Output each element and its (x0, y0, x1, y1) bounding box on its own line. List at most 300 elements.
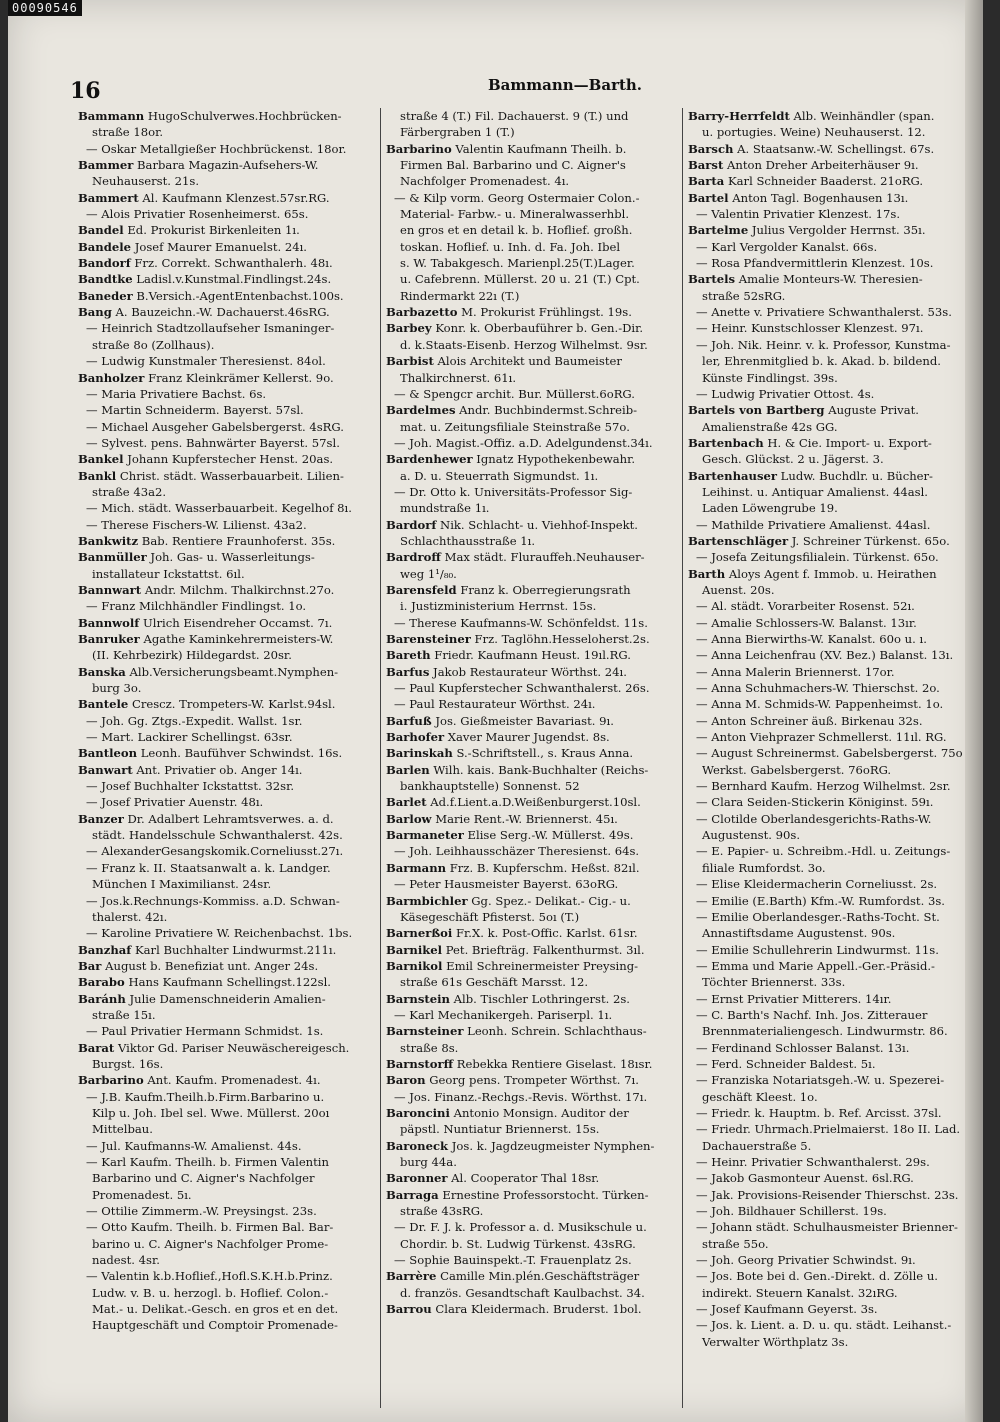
directory-line: — Jos. Finanz.-Rechgs.-Revis. Wörthst. 17ı. (394, 1089, 648, 1104)
column-middle (386, 108, 686, 1408)
directory-line: installateur Ickstattst. 6ıl. (92, 566, 245, 581)
directory-line: Barbarino und C. Aigner's Nachfolger (92, 1171, 315, 1186)
directory-line: Auenst. 20s. (702, 582, 775, 597)
directory-line (78, 942, 378, 958)
entry-surname: Baron (386, 1073, 426, 1088)
entry-details: Elise Serg.-W. Müllerst. 49s. (463, 828, 634, 843)
directory-line: straße 43a2. (92, 484, 167, 499)
entry-surname: Bankel (78, 452, 124, 467)
directory-line (386, 353, 686, 369)
entry-surname: Bartels von Bartberg (688, 403, 825, 418)
entry-details: Bab. Rentiere Fraunhoferst. 35s. (138, 533, 336, 548)
directory-line: — Franziska Notariatsgeh.-W. u. Spezerei- (696, 1073, 945, 1088)
directory-line: — Jos. Bote bei d. Gen.-Direkt. d. Zölle u. (696, 1269, 938, 1284)
directory-line: Mat.- u. Delikat.-Gesch. en gros et en det. (92, 1302, 339, 1317)
directory-line: — Anette v. Privatiere Schwanthalerst. 53s. (696, 305, 952, 320)
directory-line: — Heinr. Privatier Schwanthalerst. 29s. (696, 1155, 930, 1169)
directory-line (78, 222, 378, 238)
entry-surname: Bar (78, 958, 102, 973)
directory-line (78, 108, 378, 124)
entry-surname: Bareth (386, 648, 431, 663)
directory-line: — Jakob Gasmonteur Auenst. 6sl.RG. (696, 1171, 914, 1186)
entry-details: Karl Buchhalter Lindwurmst.211ı. (131, 942, 337, 957)
directory-line (386, 141, 686, 157)
directory-line (78, 370, 378, 386)
directory-line (688, 190, 983, 206)
entry-details: Nik. Schlacht- u. Viehhof-Inspekt. (436, 517, 638, 532)
directory-line: — Joh. Magist.-Offiz. a.D. Adelgundenst.34ı. (394, 435, 653, 450)
directory-line: Dachauerstraße 5. (702, 1138, 812, 1153)
directory-line: — Anna M. Schmids-W. Pappenheimst. 1o. (696, 697, 944, 712)
directory-line: — Karl Kaufm. Theilh. b. Firmen Valentin (86, 1155, 329, 1169)
directory-line: thalerst. 42ı. (92, 909, 168, 924)
entry-surname: Barsch (688, 141, 734, 156)
entry-surname: Bang (78, 305, 112, 320)
entry-details: Jakob Restaurateur Wörthst. 24ı. (429, 664, 627, 679)
directory-line: u. Cafebrenn. Müllerst. 20 u. 21 (T.) Cpt. (400, 272, 640, 287)
entry-surname: Bandel (78, 223, 124, 238)
entry-surname: Barrou (386, 1302, 432, 1317)
directory-line: — Jul. Kaufmanns-W. Amalienst. 44s. (86, 1138, 302, 1153)
entry-surname: Barinskah (386, 746, 453, 761)
directory-line: Promenadest. 5ı. (92, 1187, 192, 1202)
directory-line: — Josef Buchhalter Ickstattst. 32sr. (86, 779, 295, 794)
entry-details: Frz. B. Kupferschm. Heßst. 82ıl. (446, 860, 640, 875)
entry-details: Joh. Gas- u. Wasserleitungs- (146, 550, 315, 565)
entry-surname: Barlow (386, 811, 432, 826)
directory-line: — Alois Privatier Rosenheimerst. 65s. (86, 207, 309, 222)
directory-line: Nachfolger Promenadest. 4ı. (400, 174, 570, 189)
entry-details: Franz k. Oberregierungsrath (456, 582, 631, 597)
directory-line: — Anton Schreiner äuß. Birkenau 32s. (696, 713, 923, 728)
directory-line: — Valentin k.b.Hoflief.,Hofl.S.K.H.b.Prinz. (86, 1269, 333, 1284)
entry-details: Clara Kleidermach. Bruderst. 1bol. (431, 1302, 642, 1317)
entry-surname: Baronner (386, 1171, 448, 1186)
entry-details: Gg. Spez.- Delikat.- Cig.- u. (467, 893, 631, 908)
directory-line (78, 1072, 378, 1088)
entry-details: Frz. Taglöhn.Hesseloherst.2s. (470, 632, 650, 646)
entry-details: Barbara Magazin-Aufsehers-W. (133, 158, 319, 173)
entry-surname: Bankl (78, 468, 117, 483)
directory-line: — Clotilde Oberlandesgerichts-Raths-W. (696, 811, 932, 826)
directory-line: — Paul Privatier Hermann Schmidst. 1s. (86, 1024, 324, 1039)
directory-line (78, 582, 378, 598)
entry-surname: Bannwart (78, 582, 142, 597)
directory-line (386, 1170, 686, 1186)
entry-details: Ignatz Hypothekenbewahr. (472, 452, 636, 467)
directory-line: — Valentin Privatier Klenzest. 17s. (696, 207, 901, 222)
entry-details: Agathe Kaminkehrermeisters-W. (139, 632, 334, 646)
entry-details: Hans Kaufmann Schellingst.122sl. (124, 975, 331, 990)
directory-line: — Josefa Zeitungsfilialein. Türkenst. 65o. (696, 550, 939, 565)
entry-details: Andr. Milchm. Thalkirchnst.27o. (141, 582, 335, 597)
directory-line (386, 893, 686, 909)
directory-line: straße 52sRG. (702, 288, 786, 303)
entry-surname: Barnerßoi (386, 926, 453, 941)
entry-details: Ernestine Professorstocht. Türken- (438, 1187, 649, 1202)
entry-surname: Barst (688, 158, 724, 173)
directory-line (386, 942, 686, 958)
entry-surname: Bardroff (386, 550, 441, 565)
directory-line: — Josef Privatier Auenstr. 48ı. (86, 795, 264, 810)
directory-line: — Amalie Schlossers-W. Balanst. 13ır. (696, 615, 917, 630)
entry-details: Marie Rent.-W. Briennerst. 45ı. (431, 811, 618, 826)
directory-line (78, 533, 378, 549)
entry-details: Anton Tagl. Bogenhausen 13ı. (728, 190, 909, 205)
directory-line: bankhauptstelle) Sonnenst. 52 (400, 779, 580, 794)
directory-line: Färbergraben 1 (T.) (400, 125, 515, 140)
directory-line (386, 925, 686, 941)
directory-line (386, 827, 686, 843)
directory-line: Ludw. v. B. u. herzogl. b. Hoflief. Colon.- (92, 1285, 329, 1300)
directory-line (386, 517, 686, 533)
directory-line: straße 8o (Zollhaus). (92, 337, 215, 352)
entry-surname: Barta (688, 174, 725, 189)
entry-details: S.-Schriftstell., s. Kraus Anna. (452, 746, 634, 761)
entry-details: Franz Kleinkrämer Kellerst. 9o. (144, 370, 334, 385)
directory-line (78, 271, 378, 287)
entry-surname: Barmann (386, 860, 447, 875)
entry-details: Ludw. Buchdlr. u. Bücher- (776, 468, 933, 483)
directory-line (386, 549, 686, 565)
directory-line (688, 157, 983, 173)
entry-surname: Baneder (78, 288, 133, 303)
directory-line (78, 762, 378, 778)
directory-line (386, 1105, 686, 1121)
directory-line (78, 190, 378, 206)
entry-details: Crescz. Trompeters-W. Karlst.94sl. (128, 697, 336, 712)
directory-line: Material- Farbw.- u. Mineralwasserhbl. (400, 207, 630, 222)
entry-details: Ad.f.Lient.a.D.Weißenburgerst.10sl. (426, 795, 641, 810)
entry-surname: Barmaneter (386, 828, 464, 843)
entry-surname: Banholzer (78, 370, 145, 385)
directory-line (78, 664, 378, 680)
directory-line: — Mich. städt. Wasserbauarbeit. Kegelhof 8ı. (86, 501, 352, 516)
directory-line: — Elise Kleidermacherin Corneliusst. 2s. (696, 877, 938, 892)
entry-surname: Barbarino (78, 1073, 144, 1088)
directory-line: — Emma und Marie Appell.-Ger.-Präsid.- (696, 958, 935, 973)
directory-line: Käsegeschäft Pfisterst. 5oı (T.) (400, 909, 580, 924)
directory-line: — Paul Restaurateur Wörthst. 24ı. (394, 697, 596, 712)
directory-line (386, 1056, 686, 1072)
directory-line: — Anna Schuhmachers-W. Thierschst. 2o. (696, 681, 940, 696)
entry-surname: Barhofer (386, 730, 445, 745)
directory-line: — Emilie Schullehrerin Lindwurmst. 11s. (696, 942, 939, 957)
entry-details: Wilh. kais. Bank-Buchhalter (Reichs- (429, 762, 649, 777)
directory-line: — C. Barth's Nachf. Inh. Jos. Zitterauer (696, 1007, 928, 1022)
entry-details: Jos. Gießmeister Bavariast. 9ı. (431, 713, 614, 728)
directory-line: — Maria Privatiere Bachst. 6s. (86, 386, 267, 401)
directory-line: — Ottilie Zimmerm.-W. Preysingst. 23s. (86, 1204, 317, 1219)
directory-line: u. portugies. Weine) Neuhauserst. 12. (702, 125, 926, 140)
entry-details: Julie Damenschneiderin Amalien- (125, 991, 326, 1006)
entry-details: Alb. Tischler Lothringerst. 2s. (449, 991, 630, 1006)
directory-line: — Otto Kaufm. Theilh. b. Firmen Bal. Bar- (86, 1220, 334, 1235)
directory-line (386, 451, 686, 467)
entry-surname: Bandtke (78, 272, 133, 287)
directory-line (688, 108, 983, 124)
directory-line (78, 696, 378, 712)
directory-line: Gesch. Glückst. 2 u. Jägerst. 3. (702, 452, 884, 467)
directory-line: en gros et en detail k. b. Hoflief. großh. (400, 223, 633, 238)
directory-line: nadest. 4sr. (92, 1253, 160, 1268)
entry-surname: Bartel (688, 190, 729, 205)
directory-line (386, 745, 686, 761)
directory-line: — Michael Ausgeher Gabelsbergerst. 4sRG. (86, 419, 344, 434)
directory-line: — Therese Fischers-W. Lilienst. 43a2. (86, 517, 307, 532)
directory-line: — Mathilde Privatiere Amalienst. 44asl. (696, 517, 931, 532)
entry-details: Alb.Versicherungsbeamt.Nymphen- (125, 664, 339, 679)
directory-line: — Ernst Privatier Mitterers. 14ır. (696, 991, 892, 1006)
directory-line: — Anna Bierwirths-W. Kanalst. 60o u. ı. (696, 632, 927, 646)
entry-surname: Barry-Herrfeldt (688, 109, 790, 123)
entry-details: Ulrich Eisendreher Occamst. 7ı. (139, 615, 333, 630)
entry-details: H. & Cie. Import- u. Export- (763, 435, 932, 450)
entry-surname: Barmbichler (386, 893, 468, 908)
entry-surname: Bartels (688, 272, 736, 287)
directory-line (688, 435, 983, 451)
directory-line (78, 958, 378, 974)
entry-details: Alb. Weinhändler (span. (789, 109, 935, 123)
directory-line: — E. Papier- u. Schreibm.-Hdl. u. Zeitungs- (696, 844, 951, 859)
entry-details: Ladisl.v.Kunstmal.Findlingst.24s. (132, 272, 332, 287)
directory-line: — AlexanderGesangskomik.Corneliusst.27ı. (86, 844, 344, 859)
directory-line (386, 713, 686, 729)
entry-surname: Barnikel (386, 942, 443, 957)
directory-line: Firmen Bal. Barbarino und C. Aigner's (400, 158, 626, 173)
directory-line (78, 468, 378, 484)
directory-line: Leihinst. u. Antiquar Amalienst. 44asl. (702, 484, 928, 499)
directory-line: Töchter Briennerst. 33s. (702, 975, 846, 990)
directory-line (78, 745, 378, 761)
directory-line: Annastiftsdame Augustenst. 90s. (702, 926, 896, 941)
column-rule (380, 108, 381, 1408)
directory-line (78, 549, 378, 565)
entry-surname: Barbarino (386, 141, 452, 156)
directory-line (386, 631, 686, 647)
entry-surname: Barfus (386, 664, 430, 679)
entry-surname: Barrère (386, 1269, 437, 1284)
entry-details: Camille Min.plén.Geschäftsträger (436, 1269, 640, 1284)
directory-line: Künste Findlingst. 39s. (702, 370, 838, 385)
directory-line (78, 304, 378, 320)
entry-surname: Barfuß (386, 713, 432, 728)
entry-surname: Bammann (78, 109, 145, 123)
entry-details: Konr. k. Oberbauführer b. Gen.-Dir. (431, 321, 644, 336)
directory-line (78, 974, 378, 990)
entry-details: Jos. k. Jagdzeugmeister Nymphen- (448, 1138, 655, 1153)
directory-line: — Friedr. Uhrmach.Prielmaierst. 18o II. Lad. (696, 1122, 961, 1137)
directory-line: — Jos. k. Lient. a. D. u. qu. städt. Leihanst.- (696, 1318, 952, 1333)
directory-line: — Karl Vergolder Kanalst. 66s. (696, 239, 878, 254)
directory-line: Mittelbau. (92, 1122, 153, 1137)
directory-line: d. französ. Gesandtschaft Kaulbachst. 34. (400, 1285, 645, 1300)
directory-line (386, 958, 686, 974)
directory-line (386, 1187, 686, 1203)
directory-line: — Mart. Lackirer Schellingst. 63sr. (86, 730, 293, 745)
entry-surname: Banmüller (78, 550, 147, 565)
entry-surname: Bankwitz (78, 533, 139, 548)
directory-line: mundstraße 1ı. (400, 501, 490, 516)
entry-details: M. Prokurist Frühlingst. 19s. (457, 305, 632, 320)
directory-line: straße 43sRG. (400, 1204, 484, 1219)
directory-line (78, 288, 378, 304)
directory-line: geschäft Kleest. 1o. (702, 1089, 818, 1104)
directory-line: Thalkirchnerst. 61ı. (400, 370, 517, 385)
entry-details: B.Versich.-AgentEntenbachst.100s. (132, 288, 344, 303)
directory-line: weg 1¹/₈₀. (400, 566, 457, 581)
directory-line: — August Schreinermst. Gabelsbergerst. 75o (696, 746, 963, 761)
directory-line: — & Spengcr archit. Bur. Müllerst.6oRG. (394, 386, 635, 401)
entry-surname: Barlet (386, 795, 427, 810)
entry-details: HugoSchulverwes.Hochbrücken- (144, 109, 342, 123)
directory-page (8, 0, 983, 1422)
directory-line: — Martin Schneiderm. Bayerst. 57sl. (86, 403, 304, 418)
entry-details: Viktor Gd. Pariser Neuwäschereigesch. (114, 1040, 350, 1055)
directory-line: — Sophie Bauinspekt.-T. Frauenplatz 2s. (394, 1253, 632, 1268)
directory-line: straße 55o. (702, 1236, 769, 1251)
column-right (688, 108, 983, 1408)
entry-details: Al. Cooperator Thal 18sr. (447, 1171, 600, 1186)
entry-surname: Bardenhewer (386, 452, 473, 467)
directory-line: burg 44a. (400, 1155, 457, 1169)
directory-line: — Johann städt. Schulhausmeister Brienner- (696, 1220, 958, 1235)
directory-line (78, 991, 378, 1007)
entry-surname: Bantleon (78, 746, 138, 761)
directory-line: Hauptgeschäft und Comptoir Promenade- (92, 1318, 338, 1333)
directory-line: — Bernhard Kaufm. Herzog Wilhelmst. 2sr. (696, 779, 951, 794)
directory-line: — J.B. Kaufm.Theilh.b.Firm.Barbarino u. (86, 1089, 325, 1104)
directory-line: straße 61s Geschäft Marsst. 12. (400, 975, 589, 990)
directory-line: — Karl Mechanikergeh. Pariserpl. 1ı. (394, 1007, 613, 1022)
directory-line: — Joh. Bildhauer Schillerst. 19s. (696, 1204, 887, 1219)
directory-line: straße 8s. (400, 1040, 459, 1055)
directory-line: — Peter Hausmeister Bayerst. 63oRG. (394, 877, 619, 892)
directory-line (386, 860, 686, 876)
entry-surname: Banzer (78, 811, 124, 826)
directory-line: päpstl. Nuntiatur Briennerst. 15s. (400, 1122, 600, 1137)
entry-surname: Barnsteiner (386, 1024, 464, 1039)
entry-details: Josef Maurer Emanuelst. 24ı. (131, 239, 307, 254)
directory-line (688, 173, 983, 189)
directory-line: burg 3o. (92, 681, 142, 696)
entry-details: Emil Schreinermeister Preysing- (442, 958, 639, 973)
directory-line: — Ludwig Kunstmaler Theresienst. 84ol. (86, 354, 326, 369)
directory-line (78, 255, 378, 271)
directory-line: — & Kilp vorm. Georg Ostermaier Colon.- (394, 190, 640, 205)
entry-surname: Barnikol (386, 958, 443, 973)
entry-surname: Banruker (78, 632, 140, 646)
directory-line (386, 402, 686, 418)
entry-surname: Baránh (78, 991, 126, 1006)
directory-line (386, 1138, 686, 1154)
directory-line: toskan. Hoflief. u. Inh. d. Fa. Joh. Ibel (400, 239, 621, 254)
directory-line (386, 320, 686, 336)
directory-line: — Heinrich Stadtzollaufseher Ismaninger- (86, 321, 335, 336)
directory-line: Augustenst. 90s. (702, 828, 801, 843)
entry-surname: Bammert (78, 190, 139, 205)
directory-line: Werkst. Gabelsbergerst. 76oRG. (702, 762, 892, 777)
directory-line: — Emilie Oberlandesger.-Raths-Tocht. St. (696, 909, 940, 924)
entry-surname: Barnstorff (386, 1056, 454, 1071)
directory-line: ler, Ehrenmitglied b. k. Akad. b. bildend. (702, 354, 941, 369)
directory-line (688, 468, 983, 484)
directory-line (386, 991, 686, 1007)
directory-line: — Ferd. Schneider Baldest. 5ı. (696, 1056, 876, 1071)
entry-surname: Bartenbach (688, 435, 764, 450)
entry-details: Auguste Privat. (824, 403, 919, 418)
directory-line: straße 18or. (92, 125, 164, 140)
directory-line (386, 794, 686, 810)
entry-details: Al. Kaufmann Klenzest.57sr.RG. (138, 190, 330, 205)
entry-details: Dr. Adalbert Lehramtsverwes. a. d. (123, 811, 334, 826)
directory-line (386, 811, 686, 827)
entry-details: Fr.X. k. Post-Offic. Karlst. 61sr. (452, 926, 638, 941)
directory-line: — Al. städt. Vorarbeiter Rosenst. 52ı. (696, 599, 915, 614)
entry-surname: Baroneck (386, 1138, 449, 1153)
directory-line: straße 15ı. (92, 1007, 156, 1022)
entry-surname: Barlen (386, 762, 430, 777)
directory-line (386, 1301, 686, 1317)
directory-line (688, 271, 983, 287)
directory-line (688, 222, 983, 238)
entry-details: A. Staatsanw.-W. Schellingst. 67s. (733, 141, 935, 156)
entry-surname: Barensteiner (386, 632, 471, 646)
entry-surname: Barraga (386, 1187, 439, 1202)
directory-line: — Anna Malerin Briennerst. 17or. (696, 664, 895, 679)
entry-details: Amalie Monteurs-W. Theresien- (735, 272, 923, 287)
entry-details: Johann Kupferstecher Henst. 20as. (123, 452, 334, 467)
entry-surname: Barensfeld (386, 582, 457, 597)
directory-line: — Rosa Pfandvermittlerin Klenzest. 10s. (696, 256, 934, 271)
directory-line: — Franz Milchhändler Findlingst. 1o. (86, 599, 307, 614)
entry-surname: Bammer (78, 158, 134, 173)
directory-line: — Anton Viehprazer Schmellerst. 11ıl. RG. (696, 730, 947, 745)
directory-line: filiale Rumfordst. 3o. (702, 860, 826, 875)
directory-line (688, 533, 983, 549)
entry-surname: Bandele (78, 239, 132, 254)
directory-line: — Josef Kaufmann Geyerst. 3s. (696, 1302, 878, 1317)
directory-line: Laden Löwengrube 19. (702, 501, 838, 516)
directory-line: Kilp u. Joh. Ibel sel. Wwe. Müllerst. 20oı (92, 1105, 330, 1120)
directory-line (688, 566, 983, 582)
entry-surname: Bartenhauser (688, 468, 777, 483)
directory-line: d. k.Staats-Eisenb. Herzog Wilhelmst. 9sr. (400, 337, 648, 352)
directory-line: — Anna Leichenfrau (XV. Bez.) Balanst. 13ı. (696, 648, 954, 663)
entry-details: Christ. städt. Wasserbauarbeit. Lilien- (116, 468, 344, 483)
entry-surname: Bandorf (78, 256, 131, 271)
entry-details: Valentin Kaufmann Theilh. b. (451, 141, 627, 156)
column-left (78, 108, 378, 1408)
entry-details: Ant. Kaufm. Promenadest. 4ı. (143, 1073, 321, 1088)
entry-details: Ant. Privatier ob. Anger 14ı. (132, 762, 303, 777)
entry-surname: Barbist (386, 354, 434, 369)
directory-line (386, 1023, 686, 1039)
directory-line: Brennmaterialiengesch. Lindwurmstr. 86. (702, 1024, 948, 1039)
entry-surname: Bannwolf (78, 615, 140, 630)
directory-line (386, 1268, 686, 1284)
directory-line (386, 582, 686, 598)
entry-surname: Banzhaf (78, 942, 132, 957)
directory-line: — Franz k. II. Staatsanwalt a. k. Landger. (86, 860, 331, 875)
directory-line: — Dr. F. J. k. Professor a. d. Musikschule u. (394, 1220, 647, 1235)
entry-details: J. Schreiner Türkenst. 65o. (788, 533, 950, 548)
entry-details: Alois Architekt und Baumeister (433, 354, 622, 369)
directory-line: Schlachthausstraße 1ı. (400, 533, 536, 548)
directory-line (78, 239, 378, 255)
directory-line: Burgst. 16s. (92, 1056, 164, 1071)
directory-line (78, 1040, 378, 1056)
